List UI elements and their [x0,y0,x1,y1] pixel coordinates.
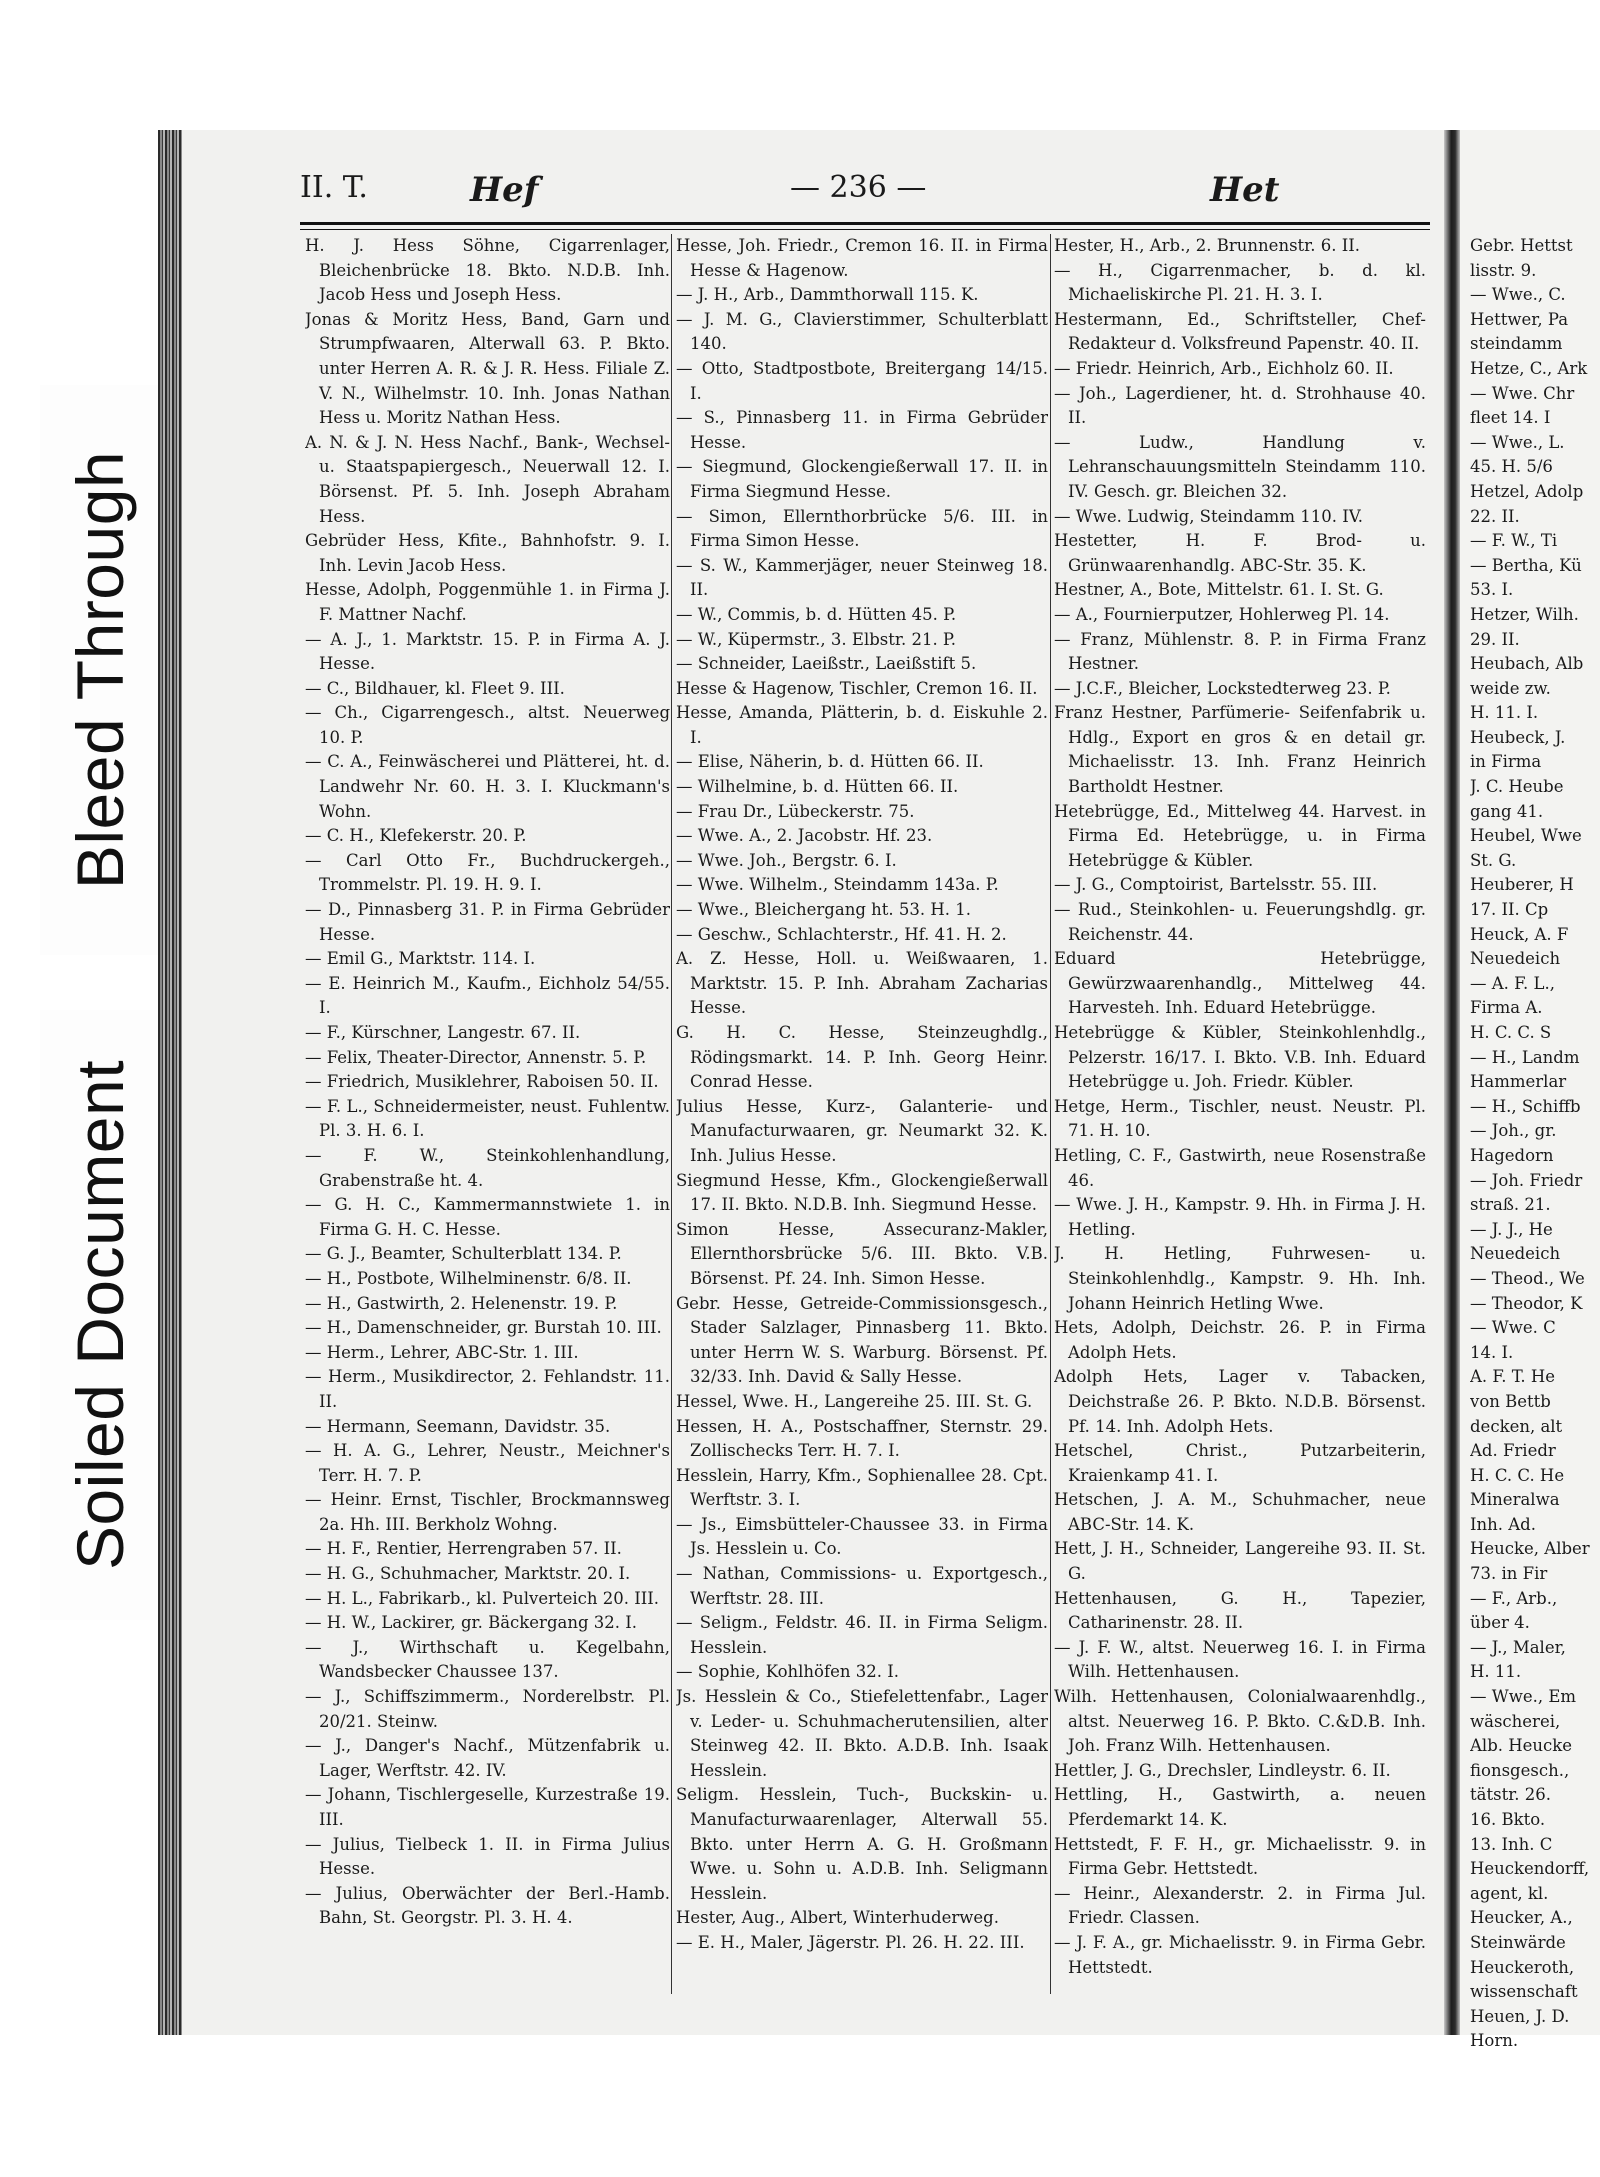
directory-entry: — Ludw., Handlung v. Lehranschauungsmitteln Steindamm 110. IV. Gesch. gr. Bleichen 32. [1054,432,1426,501]
directory-entry: Hesslein, Harry, Kfm., Sophienallee 28. Cpt. Werftstr. 3. I. [676,1465,1048,1510]
right-catchword: Het [1210,170,1280,210]
directory-entry: — E. H., Maler, Jägerstr. Pl. 26. H. 22. III. [676,1932,1025,1952]
directory-entry: — J., Wirthschaft u. Kegelbahn, Wandsbecker Chaussee 137. [305,1637,670,1682]
directory-entry: — A. J., 1. Marktstr. 15. P. in Firma A. J. Hesse. [305,629,670,674]
directory-entry: Hester, H., Arb., 2. Brunnenstr. 6. II. [1054,236,1361,255]
directory-entry: — J. H., Arb., Dammthorwall 115. K. [676,285,979,305]
directory-entry: Hetze, C., Ark [1470,358,1588,378]
directory-entry: Heubel, Wwe [1470,826,1582,846]
directory-entry: — J.C.F., Bleicher, Lockstedterweg 23. P. [1054,678,1391,698]
directory-entry: gang 41. [1470,801,1544,821]
directory-entry: — Ch., Cigarrengesch., altst. Neuerweg 10. P. [305,703,670,747]
directory-entry: — Wwe., Bleichergang ht. 53. H. 1. [676,900,971,920]
directory-entry: — Geschw., Schlachterstr., Hf. 41. H. 2. [676,924,1007,944]
directory-column-3 [1054,234,1426,1994]
directory-entry: — J. F. W., altst. Neuerweg 16. I. in Firma Wilh. Hettenhausen. [1054,1637,1426,1682]
directory-entry: Hessel, Wwe. H., Langereihe 25. III. St. G. [676,1391,1033,1411]
column-divider [1050,234,1051,1994]
directory-entry: agent, kl. [1470,1883,1549,1903]
directory-entry: Gebr. Hesse, Getreide-Commissionsgesch., Stader Salzlager, Pinnasberg 11. Bkto. unter Herrn W. S. Warburg. Börsenst. Pf. 32/33. Inh. David & Sally Hesse. [676,1293,1048,1387]
directory-entry: Hesse, Joh. Friedr., Cremon 16. II. in Firma Hesse & Hagenow. [676,236,1048,280]
header-rule [300,222,1430,225]
soiled-document-label [40,1010,160,1620]
directory-entry: — Felix, Theater-Director, Annenstr. 5. P. [305,1047,647,1067]
directory-entry: 17. II. Cp [1470,900,1549,920]
directory-entry: — J. F. A., gr. Michaelisstr. 9. in Firma Gebr. Hettstedt. [1054,1932,1426,1977]
directory-entry: — F., Arb., [1470,1588,1558,1608]
directory-entry: — Sophie, Kohlhöfen 32. I. [676,1662,899,1682]
directory-entry: — H. L., Fabrikarb., kl. Pulverteich 20. III. [305,1588,660,1608]
directory-entry: — Heinr. Ernst, Tischler, Brockmannsweg 2a. Hh. III. Berkholz Wohng. [305,1490,670,1534]
directory-entry: — J., Schiffszimmerm., Norderelbstr. Pl. 20/21. Steinw. [305,1687,670,1731]
directory-entry: Neuedeich [1470,1244,1561,1264]
directory-entry: H. 11. I. [1470,703,1539,723]
directory-entry: Hesse & Hagenow, Tischler, Cremon 16. II. [676,678,1038,698]
directory-entry: Gebr. Hettst [1470,236,1573,255]
directory-entry: — Seligm., Feldstr. 46. II. in Firma Seligm. Hesslein. [676,1613,1048,1657]
directory-entry: Hestermann, Ed., Schriftsteller, Chef-Redakteur d. Volksfreund Papenstr. 40. II. [1054,309,1426,354]
directory-entry: — H. F., Rentier, Herrengraben 57. II. [305,1539,622,1559]
directory-entry: — S., Pinnasberg 11. in Firma Gebrüder Hesse. [676,408,1048,452]
directory-entry: — H. W., Lackirer, gr. Bäckergang 32. I. [305,1613,638,1633]
directory-entry: — Wwe. Chr [1470,383,1575,403]
directory-entry: Alb. Heucke [1470,1736,1573,1756]
directory-entry: — J. J., He [1470,1219,1553,1239]
directory-entry: 53. I. [1470,580,1514,600]
directory-entry: J. C. Heube [1470,777,1564,797]
directory-entry: Heuen, J. D. [1470,2006,1570,2026]
directory-entry: Eduard Hetebrügge, Gewürzwaarenhandlg., Mittelweg 44. Harvesteh. Inh. Eduard Hetebrügge. [1054,949,1426,1018]
directory-entry: — S. W., Kammerjäger, neuer Steinweg 18. II. [676,555,1048,600]
directory-entry: Hetge, Herm., Tischler, neust. Neustr. Pl. 71. H. 10. [1054,1096,1426,1141]
directory-entry: fionsgesch., [1470,1760,1570,1780]
directory-entry: — Herm., Musikdirector, 2. Fehlandstr. 11. II. [305,1367,670,1411]
directory-entry: — Otto, Stadtpostbote, Breitergang 14/15. I. [676,358,1048,403]
directory-entry: — H., Damenschneider, gr. Burstah 10. III. [305,1318,662,1338]
left-catchword: Hef [470,170,539,210]
directory-entry: H. C. C. He [1470,1465,1565,1485]
directory-entry: — Schneider, Laeißstr., Laeißstift 5. [676,654,977,674]
directory-entry: 16. Bkto. [1470,1810,1546,1829]
directory-entry: — W., Commis, b. d. Hütten 45. P. [676,604,957,624]
directory-entry: — Rud., Steinkohlen- u. Feuerungshdlg. gr. Reichenstr. 44. [1054,900,1426,944]
directory-entry: über 4. [1470,1613,1530,1633]
directory-entry: — G. J., Beamter, Schulterblatt 134. P. [305,1244,622,1264]
directory-entry: — Theod., We [1470,1268,1585,1288]
directory-entry: — Friedrich, Musiklehrer, Raboisen 50. II. [305,1072,659,1092]
directory-entry: — J. M. G., Clavierstimmer, Schulterblatt 140. [676,309,1048,354]
directory-entry: Adolph Hets, Lager v. Tabacken, Deichstraße 26. P. Bkto. N.D.B. Börsenst. Pf. 14. Inh. Adolph Hets. [1054,1367,1426,1436]
directory-entry: Heubach, Alb [1470,654,1584,674]
directory-entry: A. Z. Hesse, Holl. u. Weißwaaren, 1. Marktstr. 15. P. Inh. Abraham Zacharias Hesse. [676,949,1048,1018]
directory-entry: Heubeck, J. [1470,727,1566,747]
book-page-edge [158,130,182,2035]
directory-entry: Heuberer, H [1470,875,1574,895]
directory-entry: — F. W., Ti [1470,531,1558,551]
directory-entry: — F. L., Schneidermeister, neust. Fuhlentw. Pl. 3. H. 6. I. [305,1096,670,1141]
directory-entry: — Herm., Lehrer, ABC-Str. 1. III. [305,1342,579,1362]
directory-entry: Horn. [1470,2031,1519,2051]
directory-entry: Hestetter, H. F. Brod- u. Grünwaarenhandlg. ABC-Str. 35. K. [1054,531,1426,575]
directory-entry: Hesse, Adolph, Poggenmühle 1. in Firma J. F. Mattner Nachf. [305,580,670,624]
directory-entry: G. H. C. Hesse, Steinzeughdlg., Rödingsmarkt. 14. P. Inh. Georg Heinr. Conrad Hesse. [676,1023,1048,1092]
directory-entry: — Siegmund, Glockengießerwall 17. II. in Firma Siegmund Hesse. [676,457,1048,501]
directory-entry: Franz Hestner, Parfümerie- Seifenfabrik u. Hdlg., Export en gros & en detail gr. Michaelisstr. 13. Inh. Franz Heinrich Bartholdt Hestner. [1054,703,1426,797]
directory-entry: J. H. Hetling, Fuhrwesen- u. Steinkohlenhdlg., Kampstr. 9. Hh. Inh. Johann Heinrich Hetling Wwe. [1054,1244,1426,1313]
directory-entry: — Simon, Ellernthorbrücke 5/6. III. in Firma Simon Hesse. [676,506,1048,551]
book-gutter [1444,130,1460,2035]
directory-entry: Hettstedt, F. F. H., gr. Michaelisstr. 9. in Firma Gebr. Hettstedt. [1054,1834,1426,1879]
column-divider [671,234,672,1994]
directory-entry: — Elise, Näherin, b. d. Hütten 66. II. [676,752,984,772]
directory-column-4-cropped [1470,234,1600,2054]
directory-entry: — Joh., gr. [1470,1121,1557,1141]
directory-entry: — Wwe. Ludwig, Steindamm 110. IV. [1054,506,1363,526]
directory-entry: decken, alt [1470,1416,1563,1436]
directory-entry: Hessen, H. A., Postschaffner, Sternstr. 29. Zollischecks Terr. H. 7. I. [676,1416,1048,1461]
directory-entry: Firma A. [1470,998,1543,1018]
directory-entry: Neuedeich [1470,949,1561,969]
directory-entry: — Johann, Tischlergeselle, Kurzestraße 19. III. [305,1785,670,1829]
directory-entry: — D., Pinnasberg 31. P. in Firma Gebrüder Hesse. [305,900,670,944]
directory-entry: — Theodor, K [1470,1293,1583,1313]
directory-entry: — C. H., Klefekerstr. 20. P. [305,826,527,846]
directory-entry: Hettler, J. G., Drechsler, Lindleystr. 6. II. [1054,1760,1391,1780]
directory-entry: — Heinr., Alexanderstr. 2. in Firma Jul. Friedr. Classen. [1054,1883,1426,1928]
directory-entry: von Bettb [1470,1391,1551,1411]
directory-entry: 73. in Fir [1470,1564,1548,1584]
directory-entry: Hetzel, Adolp [1470,481,1584,501]
directory-entry: — W., Küpermstr., 3. Elbstr. 21. P. [676,629,956,649]
directory-entry: — Carl Otto Fr., Buchdruckergeh., Trommelstr. Pl. 19. H. 9. I. [305,850,670,895]
page-header [300,170,1430,218]
directory-entry: Js. Hesslein & Co., Stiefelettenfabr., Lager v. Leder- u. Schuhmacherutensilien, alter Steinweg 42. II. Bkto. A.D.B. Inh. Isaak Hesslein. [676,1687,1048,1780]
directory-entry: — Wilhelmine, b. d. Hütten 66. II. [676,777,959,797]
directory-entry: Wilh. Hettenhausen, Colonialwaarenhdlg., altst. Neuerweg 16. P. Bkto. C.&D.B. Inh. Joh. Franz Wilh. Hettenhausen. [1054,1687,1426,1756]
directory-entry: Hettwer, Pa [1470,309,1569,329]
directory-entry: — F. W., Steinkohlenhandlung, Grabenstraße ht. 4. [305,1145,670,1190]
directory-entry: — Joh., Lagerdiener, ht. d. Strohhause 40. II. [1054,383,1426,428]
directory-entry: 45. H. 5/6 [1470,457,1553,477]
directory-entry: tätstr. 26. [1470,1785,1552,1805]
directory-entry: — Wwe. A., 2. Jacobstr. Hf. 23. [676,826,933,846]
directory-entry: Siegmund Hesse, Kfm., Glockengießerwall 17. II. Bkto. N.D.B. Inh. Siegmund Hesse. [676,1170,1048,1215]
directory-entry: — Joh. Friedr [1470,1170,1583,1190]
directory-entry: — J., Danger's Nachf., Mützenfabrik u. Lager, Werftstr. 42. IV. [305,1736,670,1780]
directory-entry: Mineralwa [1470,1490,1560,1510]
directory-entry: 14. I. [1470,1342,1514,1362]
directory-column-2 [676,234,1048,1994]
page-number: — 236 — [790,170,927,205]
directory-entry: Hetzer, Wilh. [1470,604,1579,624]
directory-entry: Steinwärde [1470,1932,1566,1952]
directory-entry: — H., Schiffb [1470,1096,1581,1116]
directory-entry: in Firma [1470,752,1542,772]
directory-entry: — Wwe. J. H., Kampstr. 9. Hh. in Firma J. H. Hetling. [1054,1195,1426,1239]
directory-entry: — A., Fournierputzer, Hohlerweg Pl. 14. [1054,604,1390,624]
directory-entry: — C., Bildhauer, kl. Fleet 9. III. [305,678,565,698]
directory-entry: Jonas & Moritz Hess, Band, Garn und Strumpfwaaren, Alterwall 63. P. Bkto. unter Herren A. R. & J. R. Hess. Filiale Z. V. N., Wilhelmstr. 10. Inh. Jonas Nathan Hess u. Moritz Nathan Hess. [305,309,670,428]
directory-entry: — Emil G., Marktstr. 114. I. [305,949,536,969]
directory-entry: Heuckendorff, [1470,1859,1590,1879]
directory-entry: Hetling, C. F., Gastwirth, neue Rosenstraße 46. [1054,1145,1426,1190]
directory-entry: Heuckeroth, [1470,1957,1575,1977]
directory-entry: Hets, Adolph, Deichstr. 26. P. in Firma Adolph Hets. [1054,1318,1426,1362]
directory-entry: — F., Kürschner, Langestr. 67. II. [305,1023,581,1042]
bleed-through-label [40,385,160,955]
directory-entry: — J. G., Comptoirist, Bartelsstr. 55. III. [1054,875,1378,895]
directory-entry: — Wwe., L. [1470,432,1565,452]
directory-entry: Hett, J. H., Schneider, Langereihe 93. II. St. G. [1054,1539,1426,1584]
directory-entry: — Julius, Oberwächter der Berl.-Hamb. Bahn, St. Georgstr. Pl. 3. H. 4. [305,1883,670,1928]
directory-entry: H. J. Hess Söhne, Cigarrenlager, Bleichenbrücke 18. Bkto. N.D.B. Inh. Jacob Hess und Joseph Hess. [305,236,670,305]
directory-entry: Hetebrügge, Ed., Mittelweg 44. Harvest. in Firma Ed. Hetebrügge, u. in Firma Hetebrügge & Kübler. [1054,801,1426,870]
directory-entry: St. G. [1470,850,1517,870]
directory-entry: H. 11. [1470,1662,1522,1682]
directory-entry: — Js., Eimsbütteler-Chaussee 33. in Firma Js. Hesslein u. Co. [676,1514,1048,1559]
directory-entry: — Frau Dr., Lübeckerstr. 75. [676,801,915,821]
directory-entry: — H., Cigarrenmacher, b. d. kl. Michaeliskirche Pl. 21. H. 3. I. [1054,260,1426,305]
directory-entry: straß. 21. [1470,1195,1551,1215]
directory-entry: Hetebrügge & Kübler, Steinkohlenhdlg., Pelzerstr. 16/17. I. Bkto. V.B. Inh. Eduard Hetebrügge u. Joh. Friedr. Kübler. [1054,1023,1426,1092]
directory-entry: — Wwe., C. [1470,285,1566,305]
directory-entry: 29. II. [1470,629,1520,649]
bleed-through-text: Bleed Through [63,450,137,890]
directory-entry: — Bertha, Kü [1470,555,1582,575]
directory-entry: Julius Hesse, Kurz-, Galanterie- und Manufacturwaaren, gr. Neumarkt 32. K. Inh. Julius Hesse. [676,1096,1048,1165]
directory-entry: Gebrüder Hess, Kfite., Bahnhofstr. 9. I. Inh. Levin Jacob Hess. [305,531,670,575]
directory-entry: Heucke, Alber [1470,1539,1590,1559]
directory-entry: — Nathan, Commissions- u. Exportgesch., Werftstr. 28. III. [676,1564,1048,1608]
header-rule-thin [300,229,1430,230]
directory-entry: — Wwe., Em [1470,1687,1577,1707]
directory-entry: Hettling, H., Gastwirth, a. neuen Pferdemarkt 14. K. [1054,1785,1426,1829]
directory-entry: — Friedr. Heinrich, Arb., Eichholz 60. II. [1054,358,1394,378]
directory-entry: fleet 14. I [1470,408,1551,428]
directory-entry: — H., Postbote, Wilhelminenstr. 6/8. II. [305,1268,632,1288]
directory-entry: — H., Landm [1470,1047,1580,1067]
section-marker: II. T. [300,170,368,205]
directory-entry: — Hermann, Seemann, Davidstr. 35. [305,1416,611,1436]
directory-entry: wäscherei, [1470,1711,1561,1731]
directory-entry: Hester, Aug., Albert, Winterhuderweg. [676,1908,999,1928]
directory-entry: Hesse, Amanda, Plätterin, b. d. Eiskuhle 2. I. [676,703,1048,747]
directory-entry: — A. F. L., [1470,973,1555,993]
directory-entry: — Franz, Mühlenstr. 8. P. in Firma Franz Hestner. [1054,629,1426,674]
directory-entry: — Wwe. Wilhelm., Steindamm 143a. P. [676,875,999,895]
directory-entry: — H., Gastwirth, 2. Helenenstr. 19. P. [305,1293,618,1313]
directory-entry: Seligm. Hesslein, Tuch-, Buckskin- u. Manufacturwaarenlager, Alterwall 55. Bkto. unter Herrn A. G. H. Großmann Wwe. u. Sohn u. A.D.B. Inh. Seligmann Hesslein. [676,1785,1048,1903]
directory-entry: — J., Maler, [1470,1637,1566,1657]
directory-entry: Hammerlar [1470,1072,1567,1092]
directory-entry: weide zw. [1470,678,1551,698]
directory-entry: — Wwe. C [1470,1318,1556,1338]
directory-entry: Ad. Friedr [1470,1441,1556,1461]
directory-entry: A. N. & J. N. Hess Nachf., Bank-, Wechsel- u. Staatspapiergesch., Neuerwall 12. I. Börsenst. Pf. 5. Inh. Joseph Abraham Hess. [305,432,670,526]
directory-entry: Heucker, A., [1470,1908,1573,1928]
directory-entry: steindamm [1470,334,1563,354]
directory-entry: — H. G., Schuhmacher, Marktstr. 20. I. [305,1564,631,1584]
directory-entry: Simon Hesse, Assecuranz-Makler, Ellernthorsbrücke 5/6. III. Bkto. V.B. Börsenst. Pf. 24. Inh. Simon Hesse. [676,1219,1048,1288]
directory-entry: — Julius, Tielbeck 1. II. in Firma Julius Hesse. [305,1834,670,1879]
directory-entry: Heuck, A. F [1470,924,1569,944]
directory-column-1 [305,234,670,1994]
directory-entry: Hetschen, J. A. M., Schuhmacher, neue ABC-Str. 14. K. [1054,1490,1426,1534]
directory-entry: H. C. C. S [1470,1023,1552,1042]
directory-entry: Hagedorn [1470,1145,1554,1165]
directory-entry: A. F. T. He [1470,1367,1555,1387]
directory-entry: lisstr. 9. [1470,260,1537,280]
directory-entry: 22. II. [1470,506,1520,526]
directory-entry: Hetschel, Christ., Putzarbeiterin, Kraienkamp 41. I. [1054,1441,1426,1485]
directory-entry: — H. A. G., Lehrer, Neustr., Meichner's Terr. H. 7. P. [305,1441,670,1485]
directory-entry: Hestner, A., Bote, Mittelstr. 61. I. St. G. [1054,580,1384,600]
directory-entry: — E. Heinrich M., Kaufm., Eichholz 54/55. I. [305,973,670,1018]
directory-entry: — Wwe. Joh., Bergstr. 6. I. [676,850,897,870]
directory-entry: wissenschaft [1470,1982,1578,2002]
directory-entry: — C. A., Feinwäscherei und Plätterei, ht. d. Landwehr Nr. 60. H. 3. I. Kluckmann's Wohn. [305,752,670,821]
directory-entry: Hettenhausen, G. H., Tapezier, Catharinenstr. 28. II. [1054,1588,1426,1633]
soiled-document-text: Soiled Document [63,1059,138,1571]
directory-entry: 13. Inh. C [1470,1834,1553,1854]
directory-entry: — G. H. C., Kammermannstwiete 1. in Firma G. H. C. Hesse. [305,1195,670,1239]
directory-entry: Inh. Ad. [1470,1514,1536,1534]
